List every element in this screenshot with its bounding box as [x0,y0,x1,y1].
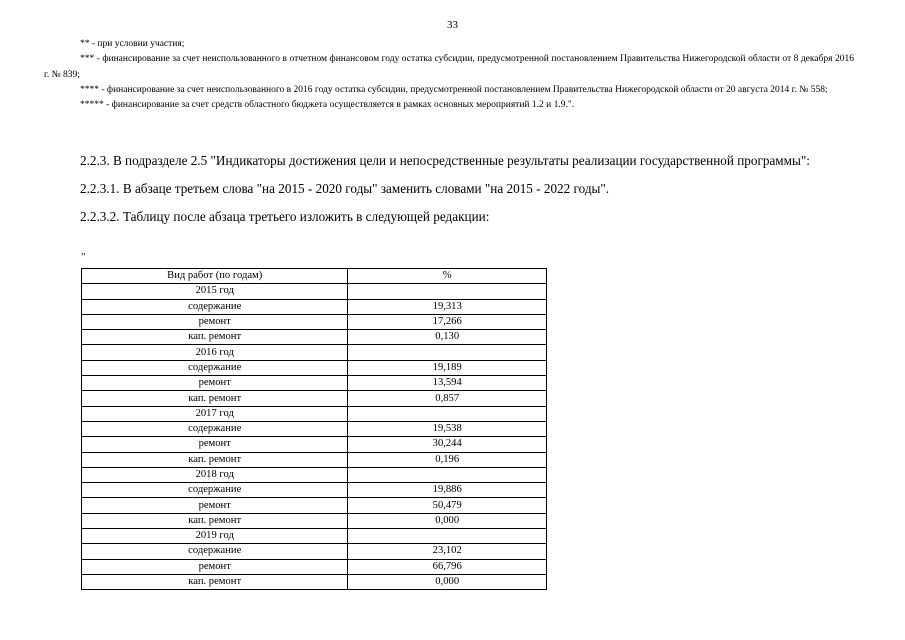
paragraph-2-2-3-1: 2.2.3.1. В абзаце третьем слова "на 2015 - 2020 годы" заменить словами "на 2015 - 2022 годы". [80,181,610,196]
opening-quote-mark: " [81,251,86,263]
percent-cell: 17,266 [348,314,547,329]
percent-cell: 13,594 [348,376,547,391]
footnote-subsidy-2016-839: *** - финансирование за счет неиспользованного в отчетном финансовом году остатка субсидии, предусмотренной постановлением Правительства Нижегородской области от 8 декабря 2016 г. № 839; [44,54,854,80]
work-type-cell: 2019 год [82,529,348,544]
table-row [82,513,547,528]
table-body [82,284,547,590]
percent-cell [348,529,547,544]
table-row [82,544,547,559]
work-type-cell: содержание [82,299,348,314]
table-header-row [82,269,547,284]
work-type-cell: содержание [82,421,348,436]
percent-cell: 19,313 [348,299,547,314]
footnote-participation: ** - при условии участия; [80,39,185,49]
table-row [82,376,547,391]
table-row [82,345,547,360]
body-text [44,148,855,229]
work-type-cell: содержание [82,483,348,498]
table-row [82,452,547,467]
work-type-cell: 2017 год [82,406,348,421]
work-type-cell: ремонт [82,559,348,574]
work-type-cell: 2018 год [82,467,348,482]
work-type-cell: ремонт [82,376,348,391]
table-row [82,421,547,436]
page-number: 33 [447,19,458,31]
footnotes [44,37,854,113]
work-type-cell: ремонт [82,498,348,513]
percent-cell: 23,102 [348,544,547,559]
table-row [82,574,547,589]
table-row [82,483,547,498]
percent-cell [348,467,547,482]
work-type-cell: кап. ремонт [82,513,348,528]
work-type-cell: 2015 год [82,284,348,299]
percent-cell: 0,196 [348,452,547,467]
table-row [82,498,547,513]
table-row [82,299,547,314]
work-type-cell: кап. ремонт [82,452,348,467]
header-work-type: Вид работ (по годам) [82,269,348,284]
percent-cell: 0,130 [348,330,547,345]
work-type-cell: 2016 год [82,345,348,360]
table-row [82,360,547,375]
table-row [82,330,547,345]
percent-cell: 19,886 [348,483,547,498]
percent-cell: 19,189 [348,360,547,375]
work-type-cell: кап. ремонт [82,574,348,589]
percent-cell: 30,244 [348,437,547,452]
paragraph-2-2-3: 2.2.3. В подразделе 2.5 "Индикаторы достижения цели и непосредственные результаты реализации государственной программы": [80,153,810,168]
work-type-cell: ремонт [82,437,348,452]
table-row [82,406,547,421]
table-row [82,437,547,452]
work-type-cell: кап. ремонт [82,330,348,345]
work-type-cell: содержание [82,360,348,375]
table-row [82,391,547,406]
footnote-regional-budget: ***** - финансирование за счет средств областного бюджета осуществляется в рамках основных мероприятий 1.2 и 1.9.". [80,100,575,111]
percent-cell: 0,000 [348,574,547,589]
works-percentage-table [81,268,547,590]
percent-cell: 50,479 [348,498,547,513]
percent-cell: 19,538 [348,421,547,436]
table-row [82,559,547,574]
header-percent: % [348,269,547,284]
percent-cell [348,284,547,299]
table-row [82,314,547,329]
percent-cell: 0,857 [348,391,547,406]
paragraph-2-2-3-2: 2.2.3.2. Таблицу после абзаца третьего изложить в следующей редакции: [80,209,490,224]
table-row [82,284,547,299]
work-type-cell: ремонт [82,314,348,329]
percent-cell: 66,796 [348,559,547,574]
percent-cell [348,345,547,360]
table-row [82,467,547,482]
work-type-cell: содержание [82,544,348,559]
table-row [82,529,547,544]
work-type-cell: кап. ремонт [82,391,348,406]
percent-cell [348,406,547,421]
footnote-subsidy-2014-558: **** - финансирование за счет неиспользованного в 2016 году остатка субсидии, предусмотренной постановлением Правительства Нижегородской области от 20 августа 2014 г. № 558; [80,84,828,95]
percent-cell: 0,000 [348,513,547,528]
